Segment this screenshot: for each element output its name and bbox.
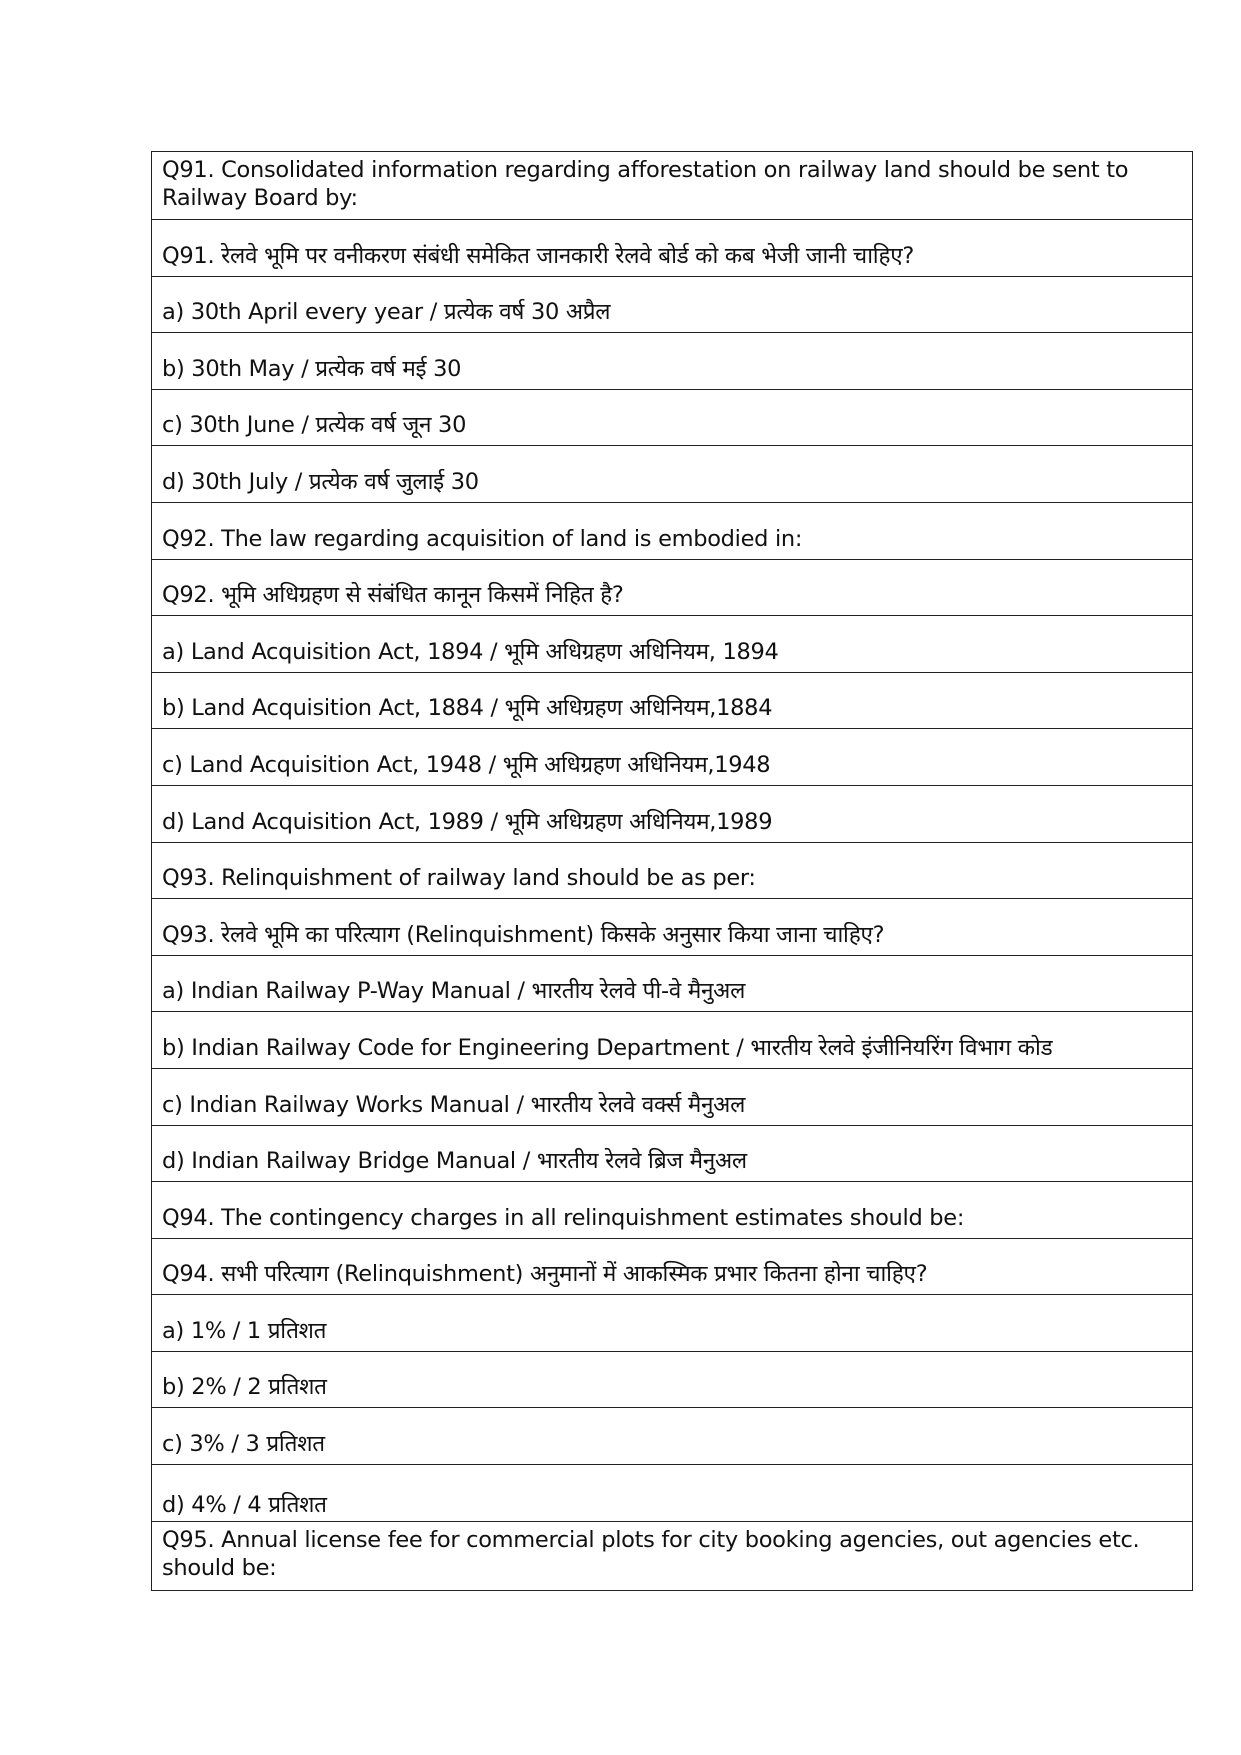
question-hindi-q94: [152, 1239, 1192, 1296]
option-q92-a: [152, 616, 1192, 673]
option-text: c) Land Acquisition Act, 1948 / भूमि अधिग्रहण अधिनियम,1948: [162, 751, 771, 778]
option-text: d) 4% / 4 प्रतिशत: [162, 1491, 327, 1518]
option-text: a) 30th April every year / प्रत्येक वर्ष 30 अप्रैल: [162, 299, 611, 326]
option-q94-a: [152, 1295, 1192, 1352]
question-text: Q91. Consolidated information regarding afforestation on railway land should be sent to Railway Board by:: [162, 157, 1129, 211]
question-text: Q95. Annual license fee for commercial plots for city booking agencies, out agencies etc. should be:: [162, 1526, 1140, 1581]
option-text: b) Land Acquisition Act, 1884 / भूमि अधिग्रहण अधिनियम,1884: [162, 695, 773, 722]
question-table: [151, 151, 1193, 1591]
option-text: a) Indian Railway P-Way Manual / भारतीय रेलवे पी-वे मैनुअल: [162, 978, 746, 1005]
question-text: Q93. रेलवे भूमि का परित्याग (Relinquishment) किसके अनुसार किया जाना चाहिए?: [162, 921, 885, 948]
question-hindi-q92: [152, 560, 1192, 617]
option-text: d) Indian Railway Bridge Manual / भारतीय रेलवे ब्रिज मैनुअल: [162, 1148, 747, 1175]
question-text: Q94. The contingency charges in all relinquishment estimates should be:: [162, 1204, 965, 1231]
option-text: b) 30th May / प्रत्येक वर्ष मई 30: [162, 355, 462, 382]
option-q93-b: [152, 1012, 1192, 1069]
question-text: Q91. रेलवे भूमि पर वनीकरण संबंधी समेकित जानकारी रेलवे बोर्ड को कब भेजी जानी चाहिए?: [162, 242, 914, 269]
question-text: Q94. सभी परित्याग (Relinquishment) अनुमानों में आकस्मिक प्रभार कितना होना चाहिए?: [162, 1261, 928, 1288]
option-q91-d: [152, 446, 1192, 503]
option-q94-d: [152, 1465, 1192, 1522]
option-text: b) Indian Railway Code for Engineering Department / भारतीय रेलवे इंजीनियरिंग विभाग कोड: [162, 1034, 1053, 1061]
question-text: Q92. भूमि अधिग्रहण से संबंधित कानून किसमें निहित है?: [162, 582, 624, 609]
option-text: d) 30th July / प्रत्येक वर्ष जुलाई 30: [162, 468, 479, 495]
option-text: d) Land Acquisition Act, 1989 / भूमि अधिग्रहण अधिनियम,1989: [162, 808, 773, 835]
question-text: Q93. Relinquishment of railway land should be as per:: [162, 865, 756, 892]
question-hindi-q93: [152, 899, 1192, 956]
option-q93-d: [152, 1126, 1192, 1183]
question-english-q92: [152, 503, 1192, 560]
option-text: a) Land Acquisition Act, 1894 / भूमि अधिग्रहण अधिनियम, 1894: [162, 638, 779, 665]
option-q93-c: [152, 1069, 1192, 1126]
question-english-q95: [152, 1522, 1192, 1590]
option-q91-a: [152, 277, 1192, 334]
option-q93-a: [152, 956, 1192, 1013]
option-q94-c: [152, 1408, 1192, 1465]
option-q91-c: [152, 390, 1192, 447]
question-hindi-q91: [152, 220, 1192, 277]
option-q92-b: [152, 673, 1192, 730]
option-text: c) 30th June / प्रत्येक वर्ष जून 30: [162, 412, 467, 439]
question-english-q93: [152, 843, 1192, 900]
option-q92-c: [152, 729, 1192, 786]
question-english-q91: [152, 152, 1192, 220]
option-text: c) 3% / 3 प्रतिशत: [162, 1431, 325, 1458]
option-text: b) 2% / 2 प्रतिशत: [162, 1374, 327, 1401]
question-text: Q92. The law regarding acquisition of land is embodied in:: [162, 525, 803, 552]
option-q92-d: [152, 786, 1192, 843]
question-english-q94: [152, 1182, 1192, 1239]
option-text: c) Indian Railway Works Manual / भारतीय रेलवे वर्क्स मैनुअल: [162, 1091, 746, 1118]
option-q94-b: [152, 1352, 1192, 1409]
option-text: a) 1% / 1 प्रतिशत: [162, 1317, 327, 1344]
option-q91-b: [152, 333, 1192, 390]
